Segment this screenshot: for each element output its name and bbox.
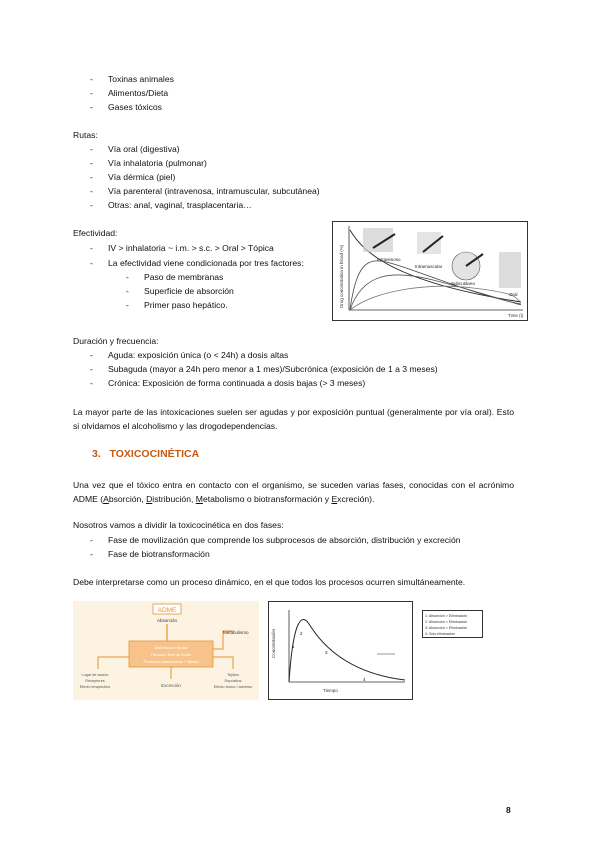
list-dash: -	[90, 258, 93, 268]
right-line: Efecto tóxico / adverso	[213, 685, 253, 689]
list-item	[108, 350, 288, 360]
adme-letter: D	[146, 494, 153, 504]
list-dash: -	[90, 74, 93, 84]
term: Aguda	[108, 350, 133, 360]
legend-item: 2: Absorción = Eliminación	[425, 620, 468, 624]
list-dash: -	[90, 172, 93, 182]
list-dash: -	[90, 535, 93, 545]
term: Crónica	[108, 378, 138, 388]
list-dash: -	[90, 350, 93, 360]
legend-item: 3: Absorción < Eliminación	[425, 626, 468, 630]
list-item	[108, 364, 438, 374]
section-heading	[92, 448, 199, 460]
curve-label-sc: Subcutáneo	[451, 281, 476, 286]
list-dash: -	[90, 364, 93, 374]
adme-text: bsorción,	[108, 494, 147, 504]
adme-title: ADME	[157, 607, 177, 614]
adme-diagram-svg	[73, 601, 259, 700]
list-item: Vía dérmica (piel)	[108, 172, 176, 182]
term: Subaguda	[108, 364, 148, 374]
list-dash: -	[126, 300, 129, 310]
concentration-curve-svg	[269, 602, 412, 699]
legend-svg	[423, 611, 482, 637]
adme-paragraph	[73, 478, 514, 506]
page-number: 8	[506, 805, 511, 815]
fases-intro: Nosotros vamos a dividir la toxicocinética en dos fases:	[73, 520, 284, 530]
list-item: Alimentos/Dieta	[108, 88, 169, 98]
term-text: (mayor a 24h pero menor a 1 mes)/Subcrónica (exposición de 1 a 3 meses)	[147, 364, 438, 374]
list-dash: -	[90, 549, 93, 559]
list-dash: -	[126, 272, 129, 282]
muscle-illustration	[417, 232, 441, 254]
center-line: Proteínas plasmáticas / Tejidos	[143, 659, 199, 664]
factor-item: Primer paso hepático.	[144, 300, 228, 310]
adme-diagram	[73, 601, 259, 700]
list-item: Gases tóxicos	[108, 102, 162, 112]
list-dash: -	[90, 158, 93, 168]
right-line: Depósitos	[224, 679, 242, 683]
factor-item: Paso de membranas	[144, 272, 224, 282]
legend-item: 4: Solo eliminación	[425, 632, 456, 636]
list-item: Toxinas animales	[108, 74, 174, 84]
legend-item: 1: Absorción > Eliminación	[425, 614, 468, 618]
adme-text: xcreción).	[337, 494, 375, 504]
list-item	[108, 378, 365, 388]
list-dash: -	[90, 102, 93, 112]
chart-xlabel: Time (t)	[508, 313, 524, 318]
term-text: : exposición única (o < 24h) a dosis altas	[132, 350, 289, 360]
chart-ylabel: Concentración	[271, 628, 276, 658]
center-line: Distribución tisular	[154, 645, 188, 650]
injection-illustration	[363, 228, 393, 252]
factor-item: Superficie de absorción	[144, 286, 234, 296]
chart-xlabel: Tiempo	[323, 688, 338, 693]
adme-metabolismo: Metabolismo	[223, 630, 249, 635]
adme-letter: E	[331, 494, 338, 504]
list-item: Fase de movilización que comprende los subprocesos de absorción, distribución y excreción	[108, 535, 461, 545]
curve-label-iv: Intravenoso	[377, 257, 401, 262]
adme-text: istribución,	[152, 494, 196, 504]
point-label: 3	[325, 650, 328, 655]
curve-label-oral: Oral	[509, 292, 518, 297]
list-dash: -	[90, 200, 93, 210]
efectividad-title: Efectividad:	[73, 228, 118, 238]
adme-letter: A	[103, 494, 109, 504]
list-item: IV > inhalatoria ~ i.m. > s.c. > Oral > Tópica	[108, 243, 274, 253]
adme-text: etabolismo o biotransformación y	[202, 494, 332, 504]
adme-text: Una vez que el tóxico entra en contacto con el organismo, se suceden varias fases, conocidas con el acrónimo ADME (	[73, 480, 514, 504]
list-dash: -	[126, 286, 129, 296]
dinamico-paragraph: Debe interpretarse como un proceso dinámico, en el que todos los procesos ocurren simultáneamente.	[73, 577, 466, 587]
adme-excrecion: Excreción	[161, 683, 181, 688]
point-label: 1	[292, 644, 295, 649]
list-dash: -	[90, 88, 93, 98]
list-item: Vía inhalatoria (pulmonar)	[108, 158, 207, 168]
adme-absorcion: Absorción	[156, 618, 178, 623]
left-line: Efecto terapéutico	[79, 685, 111, 689]
curve-label-im: Intramuscular	[415, 264, 443, 269]
intoxicaciones-paragraph: La mayor parte de las intoxicaciones suelen ser agudas y por exposición puntual (generalmente por vía oral). Esto si olvidamos el alcoholismo y las drogodependencias.	[73, 407, 514, 431]
sc-curve	[350, 275, 521, 310]
point-label: 4	[363, 677, 366, 682]
list-item: Vía parenteral (intravenosa, intramuscular, subcutánea)	[108, 186, 320, 196]
list-dash: -	[90, 243, 93, 253]
oral-illustration	[499, 252, 521, 288]
rutas-title: Rutas:	[73, 130, 98, 140]
route-concentration-figure	[332, 221, 528, 321]
section-number: 3.	[92, 448, 101, 460]
section-title: TOXICOCINÉTICA	[109, 448, 200, 460]
left-line: Receptores	[85, 679, 105, 683]
adme-letter: M	[195, 494, 203, 504]
curve-legend	[422, 610, 483, 638]
list-item: Fase de biotransformación	[108, 549, 210, 559]
list-item: Otras: anal, vaginal, trasplacentaria…	[108, 200, 252, 210]
duracion-title: Duración y frecuencia:	[73, 336, 159, 346]
arrow-left	[98, 657, 129, 669]
list-item: Vía oral (digestiva)	[108, 144, 180, 154]
list-dash: -	[90, 378, 93, 388]
list-dash: -	[90, 144, 93, 154]
point-label: 2	[300, 631, 303, 636]
list-dash: -	[90, 186, 93, 196]
chart-ylabel: Drug concentration in blood (%)	[339, 244, 344, 308]
arrow-right	[213, 657, 233, 669]
center-line: Fármaco libre ⇄ Unido	[150, 652, 192, 657]
left-line: Lugar de acción	[81, 673, 109, 677]
route-curves-svg	[333, 222, 527, 320]
term-text: : Exposición de forma continuada a dosis bajas (> 3 meses)	[137, 378, 366, 388]
list-item: La efectividad viene condicionada por tres factores:	[108, 258, 304, 268]
concentration-curve-figure	[268, 601, 413, 700]
concentration-curve	[289, 620, 405, 682]
right-line: Tejidos	[227, 673, 239, 677]
